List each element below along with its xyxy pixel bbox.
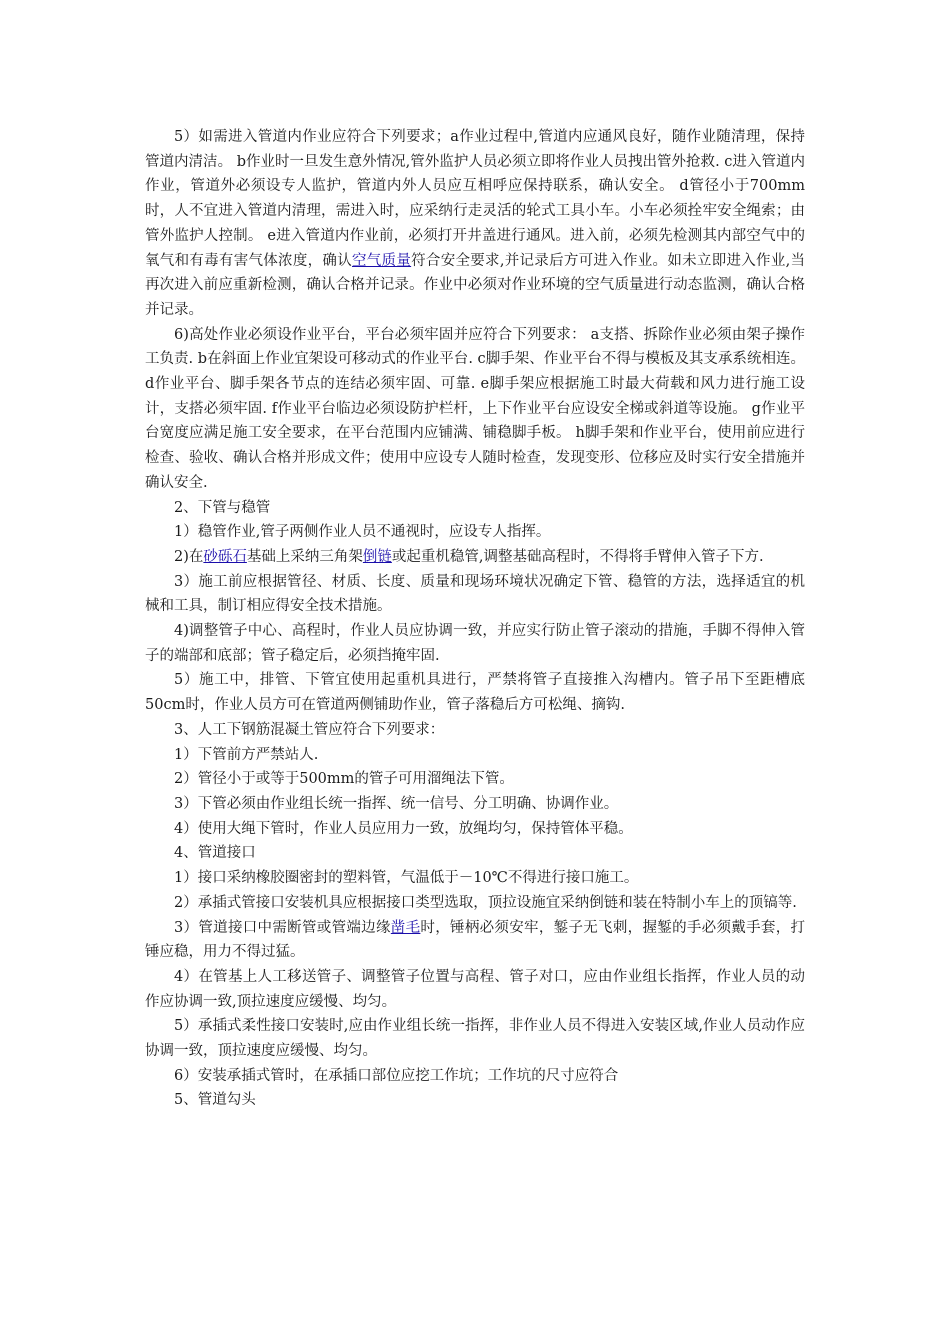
paragraph-text: 符合安全要求,并记录后方可进入作业。如未立即进入作业,当再次进入前应重新检测，确认合格并记录。作业中必须对作业环境的空气质量进行动态监测，确认合格并记录。 — [145, 252, 806, 318]
paragraph-text: 4）在管基上人工移送管子、调整管子位置与高程、管子对口，应由作业组长指挥，作业人员的动作应协调一致,顶拉速度应缓慢、均匀。 — [145, 968, 805, 1010]
paragraph-text: 1）稳管作业,管子两侧作业人员不通视时，应设专人指挥。 — [174, 524, 551, 541]
section-heading — [145, 1088, 805, 1113]
paragraph — [145, 520, 805, 545]
air-quality-link[interactable]: 空气质量 — [351, 252, 412, 269]
paragraph — [145, 125, 805, 323]
paragraph-text: 3）下管必须由作业组长统一指挥、统一信号、分工明确、协调作业。 — [174, 795, 619, 812]
paragraph — [145, 668, 805, 717]
paragraph-text: 基础上采纳三角架 — [246, 548, 363, 565]
paragraph — [145, 570, 805, 619]
paragraph — [145, 767, 805, 792]
paragraph — [145, 817, 805, 842]
paragraph — [145, 792, 805, 817]
paragraph-text: 3）管道接口中需断管或管端边缘 — [174, 919, 391, 936]
paragraph-text: 4）使用大绳下管时，作业人员应用力一致，放绳均匀，保持管体平稳。 — [174, 820, 633, 837]
paragraph — [145, 323, 805, 496]
paragraph-text: 5）施工中，排管、下管宜使用起重机具进行，严禁将管子直接推入沟槽内。管子吊下至距槽底50cm时，作业人员方可在管道两侧铺助作业，管子落稳后方可松绳、摘钩. — [145, 672, 805, 714]
gravel-link[interactable]: 砂砾石 — [203, 548, 247, 565]
paragraph — [145, 743, 805, 768]
section-heading — [145, 718, 805, 743]
paragraph-text: 5）承插式柔性接口安装时,应由作业组长统一指挥，非作业人员不得进入安装区域,作业人员动作应协调一致，顶拉速度应缓慢、均匀。 — [145, 1018, 805, 1060]
paragraph-text: 或起重机稳管,调整基础高程时，不得将手臂伸入管子下方. — [391, 548, 764, 565]
paragraph-text: 2）承插式管接口安装机具应根据接口类型选取，顶拉设施宜采纳倒链和装在特制小车上的顶镐等. — [174, 894, 797, 911]
paragraph-text: 5）如需进入管道内作业应符合下列要求；a作业过程中,管道内应通风良好，随作业随清理，保持管道内清洁。 b作业时一旦发生意外情况,管外监护人员必须立即将作业人员拽出管外抢救. c进入管道内作业，管道外必须设专人监护，管道内外人员应互相呼应保持联系，确认安全。 d管径小于700mm时，人不宜进入管道内清理，需进入时，应采纳行走灵活的轮式工具小车。小车必须拴牢安全绳索；由管外监护人控制。 e进入管道内作业前，必须打开井盖进行通风。进入前，必须先检测其内部空气中的氧气和有毒有害气体浓度，确认 — [145, 129, 805, 269]
paragraph-text: 2)在 — [174, 548, 204, 565]
section-heading — [145, 841, 805, 866]
paragraph-text: 4)调整管子中心、高程时，作业人员应协调一致，并应实行防止管子滚动的措施，手脚不得伸入管子的端部和底部；管子稳定后，必须挡掩牢固. — [145, 623, 805, 664]
section-heading-text: 4、管道接口 — [174, 845, 256, 862]
paragraph — [145, 1014, 805, 1063]
section-heading-text: 2、下管与稳管 — [174, 499, 271, 516]
paragraph — [145, 1064, 805, 1089]
paragraph — [145, 619, 805, 668]
chain-hoist-link[interactable]: 倒链 — [362, 548, 392, 565]
paragraph — [145, 545, 805, 570]
paragraph-text: 时，锤柄必须安牢，錾子无飞刺，握錾的手必须戴手套，打锤应稳，用力不得过猛。 — [145, 919, 806, 961]
paragraph-text: 3）施工前应根据管径、材质、长度、质量和现场环境状况确定下管、稳管的方法，选择适宜的机械和工具，制订相应得安全技术措施。 — [145, 573, 805, 615]
document-page — [145, 125, 805, 1113]
paragraph — [145, 916, 805, 965]
paragraph-text: 6）安装承插式管时，在承插口部位应挖工作坑；工作坑的尺寸应符合 — [174, 1067, 619, 1084]
paragraph-text: 2）管径小于或等于500mm的管子可用溜绳法下管。 — [174, 771, 514, 788]
paragraph-text: 1）接口采纳橡胶圈密封的塑料管，气温低于－10℃不得进行接口施工。 — [174, 870, 639, 887]
section-heading — [145, 496, 805, 521]
paragraph-text: 6)高处作业必须设作业平台，平台必须牢固并应符合下列要求： a支搭、拆除作业必须由架子操作工负责. b在斜面上作业宜架设可移动式的作业平台. c脚手架、作业平台不得与模板及其支承系统相连。 d作业平台、脚手架各节点的连结必须牢固、可靠. e脚手架应根据施工时最大荷载和风力进行施工设计，支搭必须牢固. f作业平台临边必须设防护栏杆，上下作业平台应设安全梯或斜道等设施。 g作业平台宽度应满足施工安全要求，在平台范围内应铺满、铺稳脚手板。 h脚手架和作业平台，使用前应进行检查、验收、确认合格并形成文件；使用中应设专人随时检查，发现变形、位移应及时实行安全措施并确认安全. — [145, 326, 805, 491]
paragraph — [145, 891, 805, 916]
paragraph-text: 1）下管前方严禁站人. — [174, 746, 319, 763]
section-heading-text: 3、人工下钢筋混凝土管应符合下列要求： — [174, 721, 445, 738]
paragraph — [145, 866, 805, 891]
paragraph — [145, 965, 805, 1014]
section-heading-text: 5、管道勾头 — [174, 1092, 256, 1109]
chiseling-link[interactable]: 凿毛 — [390, 919, 421, 936]
